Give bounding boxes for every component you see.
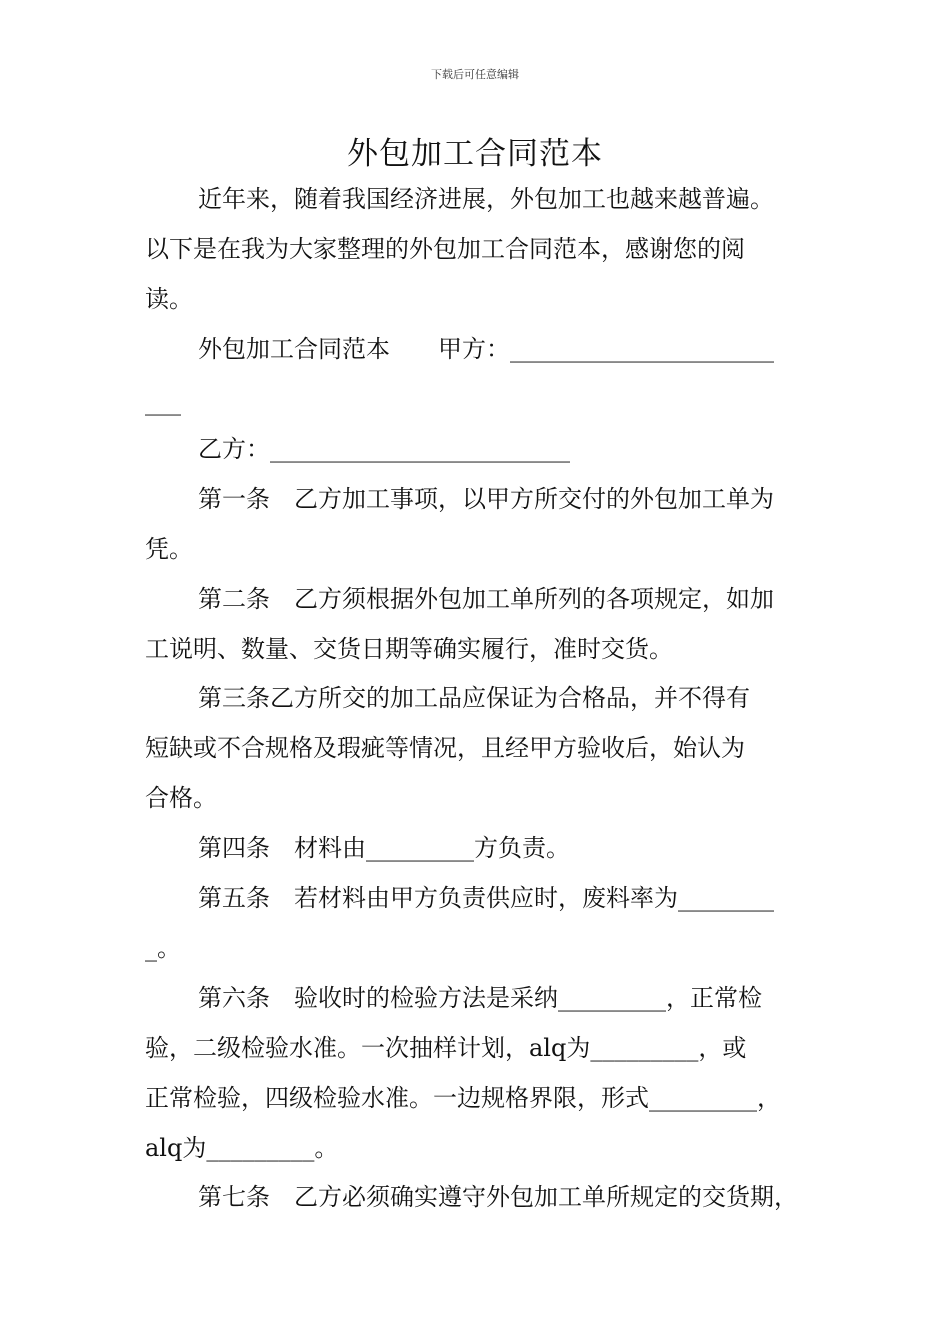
clause-3: 第三条乙方所交的加工品应保证为合格品，并不得有 [198,684,750,712]
clause-3-cont: 短缺或不合规格及瑕疵等情况，且经甲方验收后，始认为 [145,734,745,762]
party-a-line: 外包加工合同范本 甲方：______________________ [198,335,774,363]
clause-2-cont: 工说明、数量、交货日期等确实履行，准时交货。 [145,635,673,663]
clause-3-cont: 合格。 [145,784,217,812]
clause-6-cont: 正常检验，四级检验水准。一边规格界限，形式_________， [145,1084,781,1112]
paragraph-line: 以下是在我为大家整理的外包加工合同范本，感谢您的阅 [145,235,745,263]
blank-continuation: ___ [145,388,181,416]
clause-6: 第六条 验收时的检验方法是采纳_________，正常检 [198,984,762,1012]
document-title: 外包加工合同范本 [347,136,603,172]
clause-1: 第一条 乙方加工事项，以甲方所交付的外包加工单为 [198,485,774,513]
clause-5: 第五条 若材料由甲方负责供应时，废料率为________ [198,884,774,912]
page-header: 下载后可任意编辑 [431,68,519,81]
party-b-line: 乙方：_________________________ [198,435,570,463]
clause-7: 第七条 乙方必须确实遵守外包加工单所规定的交货期， [198,1183,798,1211]
clause-4: 第四条 材料由_________方负责。 [198,834,570,862]
paragraph-line: 近年来，随着我国经济进展，外包加工也越来越普遍。 [198,185,774,213]
clause-5-cont: _。 [145,934,181,962]
clause-6-cont: alq为_________。 [145,1134,339,1162]
clause-2: 第二条 乙方须根据外包加工单所列的各项规定，如加 [198,585,774,613]
clause-6-cont: 验，二级检验水准。一次抽样计划，alq为_________，或 [145,1034,747,1062]
paragraph-line: 读。 [145,285,193,313]
clause-1-cont: 凭。 [145,535,193,563]
